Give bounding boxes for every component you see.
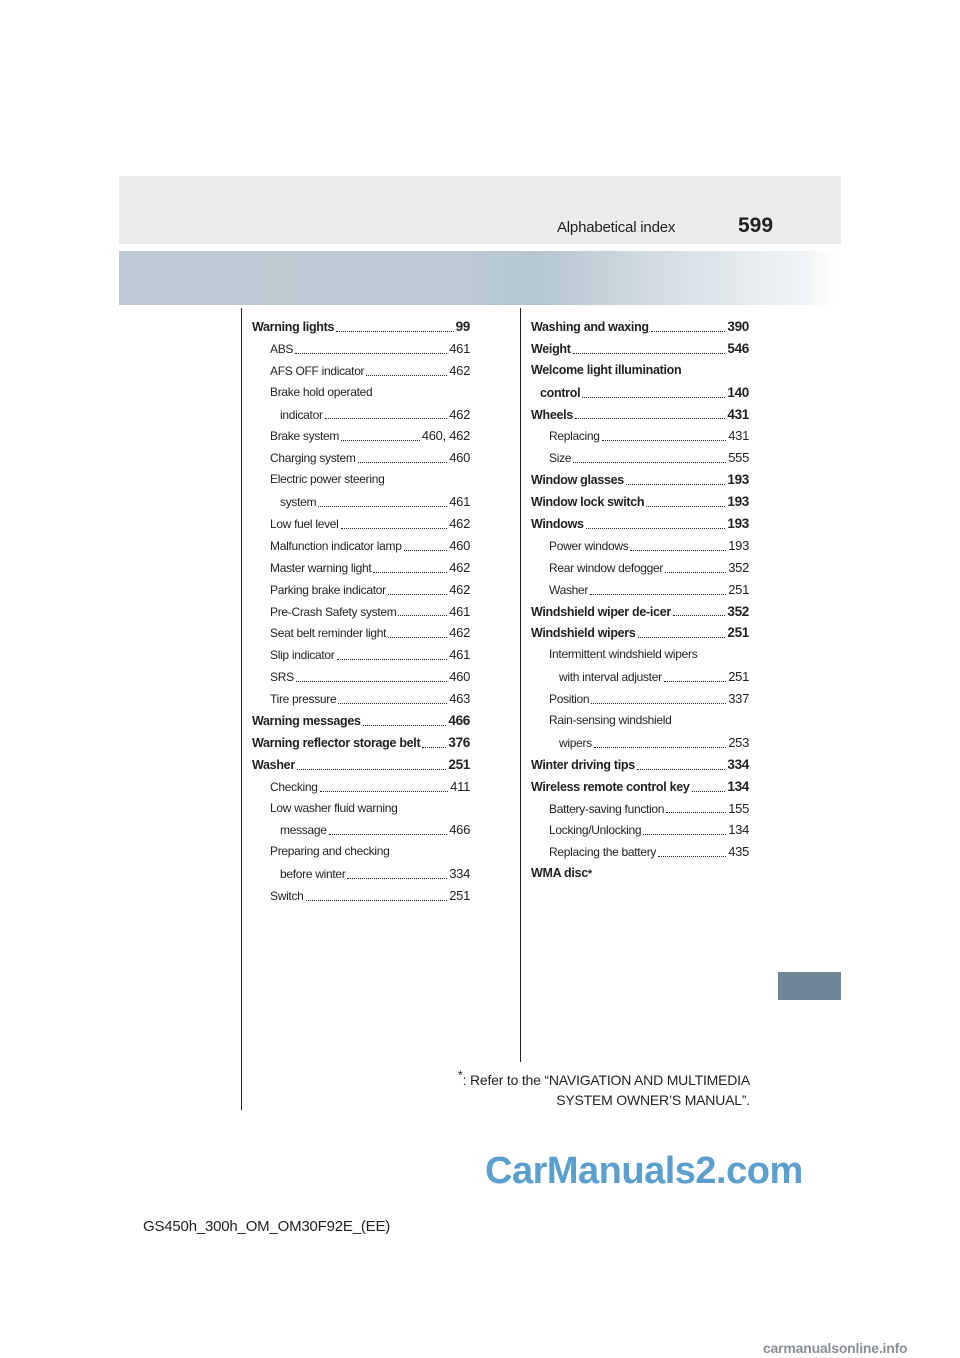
index-entry-page: 466: [448, 713, 470, 729]
index-entry[interactable]: [531, 557, 749, 579]
footnote: [416, 1067, 750, 1110]
index-entry[interactable]: [531, 688, 749, 710]
leader-dots: [630, 550, 726, 551]
index-entry-page: 461: [449, 647, 470, 663]
leader-dots: [296, 681, 447, 682]
page-header-title: Alphabetical index: [557, 219, 676, 236]
index-entry[interactable]: [531, 601, 749, 623]
index-entry[interactable]: [531, 535, 749, 557]
index-entry-label: message: [280, 823, 327, 838]
index-entry[interactable]: [252, 819, 470, 841]
leader-dots: [398, 615, 447, 616]
index-entry-label: Low fuel level: [270, 517, 339, 532]
index-entry[interactable]: [531, 338, 749, 360]
header-bar: [119, 176, 841, 244]
index-entry-label: ABS: [270, 341, 294, 356]
leader-dots: [422, 747, 446, 748]
leader-dots: [594, 747, 726, 748]
index-entry[interactable]: [252, 338, 470, 360]
leader-dots: [575, 418, 725, 419]
leader-dots: [341, 440, 420, 441]
index-entry-page: 352: [727, 603, 749, 619]
leader-dots: [573, 353, 726, 354]
index-entry-label: Windows: [531, 517, 584, 532]
index-entry[interactable]: [531, 776, 749, 798]
leader-dots: [664, 681, 726, 682]
index-entry-label: Intermittent windshield wipers: [549, 647, 698, 662]
leader-dots: [591, 703, 726, 704]
index-entry-label: Window lock switch: [531, 495, 645, 510]
leader-dots: [646, 506, 725, 507]
index-entry[interactable]: [252, 710, 470, 732]
leader-dots: [341, 528, 448, 529]
leader-dots: [297, 769, 446, 770]
index-entry-label: Slip indicator: [270, 648, 335, 663]
index-entry[interactable]: [531, 425, 749, 447]
index-entry-page: 461: [449, 340, 470, 356]
index-entry-page: 460: [449, 669, 470, 685]
index-entry-page: 435: [728, 844, 749, 860]
leader-dots: [582, 397, 725, 398]
index-entry-label: Wireless remote control key: [531, 779, 690, 794]
leader-dots: [388, 594, 447, 595]
index-entry-page: 134: [727, 778, 749, 794]
index-entry-label: Master warning light: [270, 560, 372, 575]
index-entry[interactable]: [531, 513, 749, 535]
index-entry[interactable]: [252, 841, 470, 863]
index-entry[interactable]: [252, 688, 470, 710]
index-entry-page: 431: [728, 428, 749, 444]
index-entry[interactable]: [531, 360, 749, 382]
index-entry-label: Locking/Unlocking: [549, 823, 642, 838]
leader-dots: [318, 506, 447, 507]
index-entry[interactable]: [252, 666, 470, 688]
leader-dots: [692, 791, 726, 792]
index-entry[interactable]: [252, 513, 470, 535]
index-entry[interactable]: [252, 798, 470, 820]
index-entry-page: 193: [727, 516, 749, 532]
leader-dots: [363, 725, 447, 726]
index-entry-page: 460: [449, 450, 470, 466]
index-entry[interactable]: [252, 491, 470, 513]
index-entry-label: Washer: [549, 582, 589, 597]
index-entry[interactable]: [531, 491, 749, 513]
index-entry-label: Warning reflector storage belt: [252, 735, 421, 750]
footnote-marker: *: [457, 1067, 463, 1083]
index-entry[interactable]: [252, 732, 470, 754]
index-entry-page: 253: [728, 734, 749, 750]
index-entry-label: wipers: [559, 735, 592, 750]
index-entry-label: Battery-saving function: [549, 801, 665, 816]
index-entry-label: Washer: [252, 757, 295, 772]
index-entry-page: 193: [727, 494, 749, 510]
index-entry-label: Weight: [531, 341, 571, 356]
index-entry-label: Position: [549, 692, 590, 707]
middle-column-rule: [520, 308, 521, 1062]
index-entry-page: 140: [727, 384, 749, 400]
index-entry-page: 462: [449, 362, 470, 378]
index-entry[interactable]: [252, 382, 470, 404]
index-entry-page: 251: [449, 888, 470, 904]
index-entry-page: 463: [449, 691, 470, 707]
index-entry-label: Brake hold operated: [270, 384, 373, 399]
leader-dots: [373, 572, 447, 573]
leader-dots: [325, 418, 448, 419]
index-entry-page: 462: [449, 625, 470, 641]
index-entry-label: Seat belt reminder light: [270, 626, 387, 641]
index-entry[interactable]: [252, 644, 470, 666]
index-entry-page: 411: [450, 778, 470, 794]
index-entry-label: Charging system: [270, 451, 356, 466]
index-entry-page: 466: [449, 822, 470, 838]
leader-dots: [643, 834, 726, 835]
index-entry-label: Warning lights: [252, 320, 335, 334]
leader-dots: [573, 462, 726, 463]
index-entry[interactable]: [531, 579, 749, 601]
index-entry[interactable]: [531, 644, 749, 666]
leader-dots: [638, 637, 726, 638]
watermark-logo: CarManuals2.com: [485, 1150, 803, 1192]
index-entry-page: 462: [449, 581, 470, 597]
leader-dots: [658, 856, 726, 857]
index-entry[interactable]: [531, 666, 749, 688]
index-entry-page: 462: [449, 516, 470, 532]
leader-dots: [336, 331, 453, 332]
index-entry-label: with interval adjuster: [559, 670, 662, 685]
index-entry-page: 460: [449, 537, 470, 553]
index-entry-label: Rain-sensing windshield: [549, 713, 672, 728]
index-entry[interactable]: [531, 404, 749, 426]
index-entry-page: 193: [727, 472, 749, 488]
index-entry-label: WMA disc: [531, 866, 588, 881]
footnote-line-2: SYSTEM OWNER’S MANUAL”.: [556, 1092, 750, 1108]
index-column-right: [531, 316, 749, 885]
leader-dots: [651, 331, 726, 332]
index-entry-page: 334: [727, 756, 749, 772]
index-entry-label: Parking brake indicator: [270, 582, 386, 597]
index-entry[interactable]: [531, 382, 749, 404]
index-entry-page: 461: [449, 603, 470, 619]
index-entry-page: 337: [728, 691, 749, 707]
index-entry[interactable]: [252, 885, 470, 907]
index-entry-page: 99: [455, 319, 470, 334]
index-entry-label: Warning messages: [252, 714, 361, 729]
leader-dots: [358, 462, 448, 463]
index-entry-page: 334: [449, 866, 470, 882]
leader-dots: [388, 637, 447, 638]
index-entry-page: 251: [728, 581, 749, 597]
index-entry-label: Switch: [270, 889, 304, 904]
index-entry[interactable]: [252, 557, 470, 579]
index-entry[interactable]: [531, 710, 749, 732]
index-entry[interactable]: [531, 819, 749, 841]
index-entry-page: 155: [728, 800, 749, 816]
index-entry-page: 352: [728, 559, 749, 575]
index-entry[interactable]: [252, 469, 470, 491]
index-entry[interactable]: [252, 316, 470, 338]
index-entry-label: Windshield wipers: [531, 626, 636, 641]
index-entry-label: SRS: [270, 670, 294, 685]
index-entry-page: 461: [449, 494, 470, 510]
index-entry[interactable]: [531, 841, 749, 863]
page-number: 599: [738, 214, 774, 237]
index-entry-label: Malfunction indicator lamp: [270, 538, 402, 553]
index-entry-label: Pre-Crash Safety system: [270, 604, 397, 619]
index-entry[interactable]: [531, 754, 749, 776]
index-entry[interactable]: [252, 535, 470, 557]
index-entry[interactable]: [531, 622, 749, 644]
leader-dots: [404, 550, 448, 551]
index-entry-label: Power windows: [549, 538, 629, 553]
index-entry-page: 390: [727, 319, 749, 334]
index-entry-label: Window glasses: [531, 473, 624, 488]
index-entry[interactable]: [252, 601, 470, 623]
index-entry-label: Replacing: [549, 429, 600, 444]
leader-dots: [329, 834, 448, 835]
index-entry-label: before winter: [280, 867, 346, 882]
leader-dots: [637, 769, 725, 770]
index-entry[interactable]: [252, 404, 470, 426]
index-entry-page: 251: [728, 669, 749, 685]
leader-dots: [590, 594, 726, 595]
index-entry-page: 251: [727, 625, 749, 641]
index-entry-label: Rear window defogger: [549, 560, 664, 575]
index-entry[interactable]: [252, 754, 470, 776]
index-entry-label: Electric power steering: [270, 472, 385, 487]
index-entry-label: Size: [549, 451, 572, 466]
index-entry-label: AFS OFF indicator: [270, 363, 365, 378]
index-entry[interactable]: [531, 469, 749, 491]
index-entry-page: 462: [449, 406, 470, 422]
watermark-url: carmanualsonline.info: [763, 1340, 908, 1356]
index-entry-label: Washing and waxing: [531, 320, 649, 334]
index-entry[interactable]: [252, 425, 470, 447]
index-entry[interactable]: [252, 863, 470, 885]
index-entry-label: Wheels: [531, 407, 573, 422]
chapter-tab: [778, 972, 841, 1000]
index-entry-label: Low washer fluid warning: [270, 800, 398, 815]
leader-dots: [337, 659, 448, 660]
leader-dots: [665, 572, 726, 573]
index-entry[interactable]: [252, 776, 470, 798]
index-entry-label: indicator: [280, 407, 323, 422]
section-band: [119, 251, 841, 305]
index-entry-page: 376: [448, 734, 470, 750]
index-entry-label: control: [540, 385, 581, 400]
index-entry-label: Windshield wiper de-icer: [531, 604, 671, 619]
index-entry-page: 134: [728, 822, 749, 838]
index-column-left: [252, 316, 470, 907]
index-entry[interactable]: [531, 447, 749, 469]
index-entry[interactable]: [531, 798, 749, 820]
index-entry[interactable]: [531, 316, 749, 338]
index-entry-page: 555: [728, 450, 749, 466]
index-entry-page: 251: [448, 756, 470, 772]
document-code: GS450h_300h_OM_OM30F92E_(EE): [143, 1218, 391, 1235]
leader-dots: [673, 615, 725, 616]
leader-dots: [666, 812, 726, 813]
leader-dots: [586, 528, 726, 529]
index-entry[interactable]: [252, 360, 470, 382]
left-column-rule: [241, 308, 242, 1110]
index-entry-page: 431: [727, 406, 749, 422]
footnote-line-1: : Refer to the “NAVIGATION AND MULTIMEDIA: [462, 1072, 750, 1088]
leader-dots: [295, 353, 447, 354]
index-entry-label: Checking: [270, 779, 318, 794]
leader-dots: [320, 791, 449, 792]
index-entry-label: system: [280, 495, 317, 510]
leader-dots: [338, 703, 447, 704]
leader-dots: [347, 878, 447, 879]
index-entry-page: 460, 462: [421, 428, 470, 444]
index-entry-label: Brake system: [270, 429, 340, 444]
index-entry-page: 193: [728, 537, 749, 553]
index-entry-label: Preparing and checking: [270, 844, 390, 859]
index-entry-label: Winter driving tips: [531, 757, 635, 772]
leader-dots: [602, 440, 727, 441]
leader-dots: [626, 484, 725, 485]
index-entry-label: Tire pressure: [270, 692, 337, 707]
index-entry-label: Welcome light illumination: [531, 362, 682, 377]
index-entry[interactable]: [252, 622, 470, 644]
index-entry[interactable]: [252, 447, 470, 469]
index-entry-label: Replacing the battery: [549, 845, 657, 860]
leader-dots: [366, 375, 447, 376]
index-entry-page: 462: [449, 559, 470, 575]
index-entry-page: 546: [727, 340, 749, 356]
leader-dots: [306, 900, 448, 901]
index-entry[interactable]: [252, 579, 470, 601]
index-entry[interactable]: [531, 732, 749, 754]
index-entry[interactable]: WMA disc *: [531, 863, 749, 885]
